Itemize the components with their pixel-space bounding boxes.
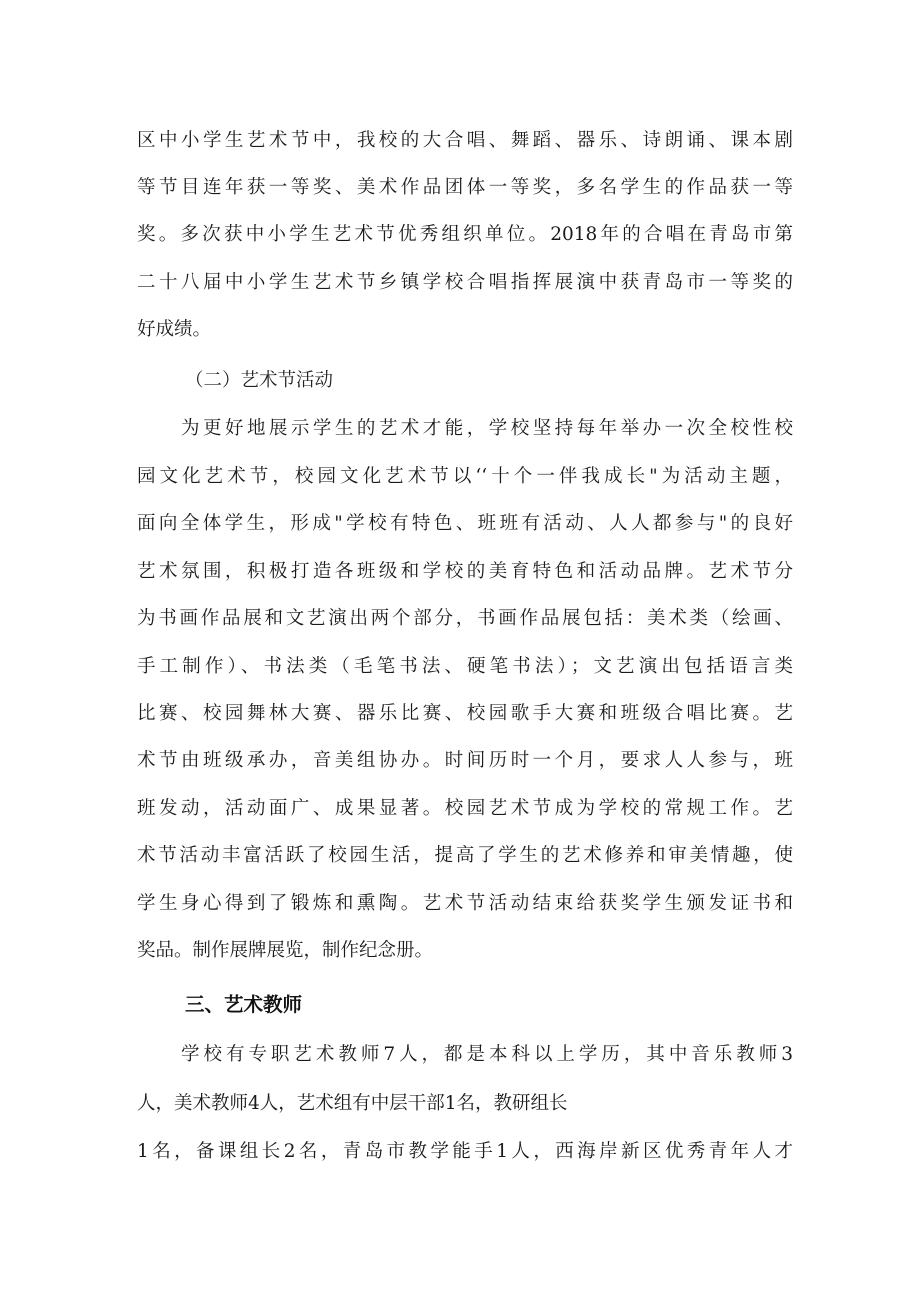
paragraph-1-line-5: 好成绩。 xyxy=(137,319,212,340)
paragraph-2-line-1: 为更好地展示学生的艺术才能，学校坚持每年举办一次全校性校 xyxy=(181,418,793,439)
paragraph-2-line-10: 术节活动丰富活跃了校园生活，提高了学生的艺术修养和审美情趣，使 xyxy=(137,845,793,866)
paragraph-2-line-9: 班发动，活动面广、成果显著。校园艺术节成为学校的常规工作。艺 xyxy=(137,798,793,819)
subheading-art-festival: （二）艺术节活动 xyxy=(185,370,334,391)
paragraph-2-line-11: 学生身心得到了锻炼和熏陶。艺术节活动结束给获奖学生颁发证书和 xyxy=(137,893,793,914)
paragraph-1-line-1: 区中小学生艺术节中，我校的大合唱、舞蹈、器乐、诗朗诵、课本剧 xyxy=(137,130,793,151)
paragraph-2-line-3: 面向全体学生，形成"学校有特色、班班有活动、人人都参与"的良好 xyxy=(137,513,793,534)
paragraph-2-line-4: 艺术氛围，积极打造各班级和学校的美育特色和活动品牌。艺术节分 xyxy=(137,561,793,582)
paragraph-1-line-2: 等节目连年获一等奖、美术作品团体一等奖，多名学生的作品获一等 xyxy=(137,177,793,198)
paragraph-2-line-6: 手工制作）、书法类（毛笔书法、硬笔书法）；文艺演出包括语言类 xyxy=(137,656,793,677)
paragraph-2-line-5: 为书画作品展和文艺演出两个部分，书画作品展包括：美术类（绘画、 xyxy=(137,608,793,629)
paragraph-3-line-1: 学校有专职艺术教师7人，都是本科以上学历，其中音乐教师3 xyxy=(181,1044,793,1065)
paragraph-1-line-3: 奖。多次获中小学生艺术节优秀组织单位。2018年的合唱在青岛市第 xyxy=(137,224,793,245)
paragraph-2-line-2: 园文化艺术节，校园文化艺术节以‘‘十个一伴我成长"为活动主题， xyxy=(137,466,793,487)
paragraph-2-line-8: 术节由班级承办，音美组协办。时间历时一个月，要求人人参与，班 xyxy=(137,750,793,771)
paragraph-3-line-2: 人，美术教师4人，艺术组有中层干部1名，教研组长 xyxy=(137,1093,568,1114)
paragraph-3-line-3: 1名，备课组长2名，青岛市教学能手1人，西海岸新区优秀青年人才 xyxy=(137,1141,793,1162)
paragraph-1-line-4: 二十八届中小学生艺术节乡镇学校合唱指挥展演中获青岛市一等奖的 xyxy=(137,272,793,293)
paragraph-2-line-12: 奖品。制作展牌展览，制作纪念册。 xyxy=(137,940,434,961)
paragraph-2-line-7: 比赛、校园舞林大赛、器乐比赛、校园歌手大赛和班级合唱比赛。艺 xyxy=(137,703,793,724)
heading-art-teachers: 三、艺术教师 xyxy=(185,993,303,1016)
